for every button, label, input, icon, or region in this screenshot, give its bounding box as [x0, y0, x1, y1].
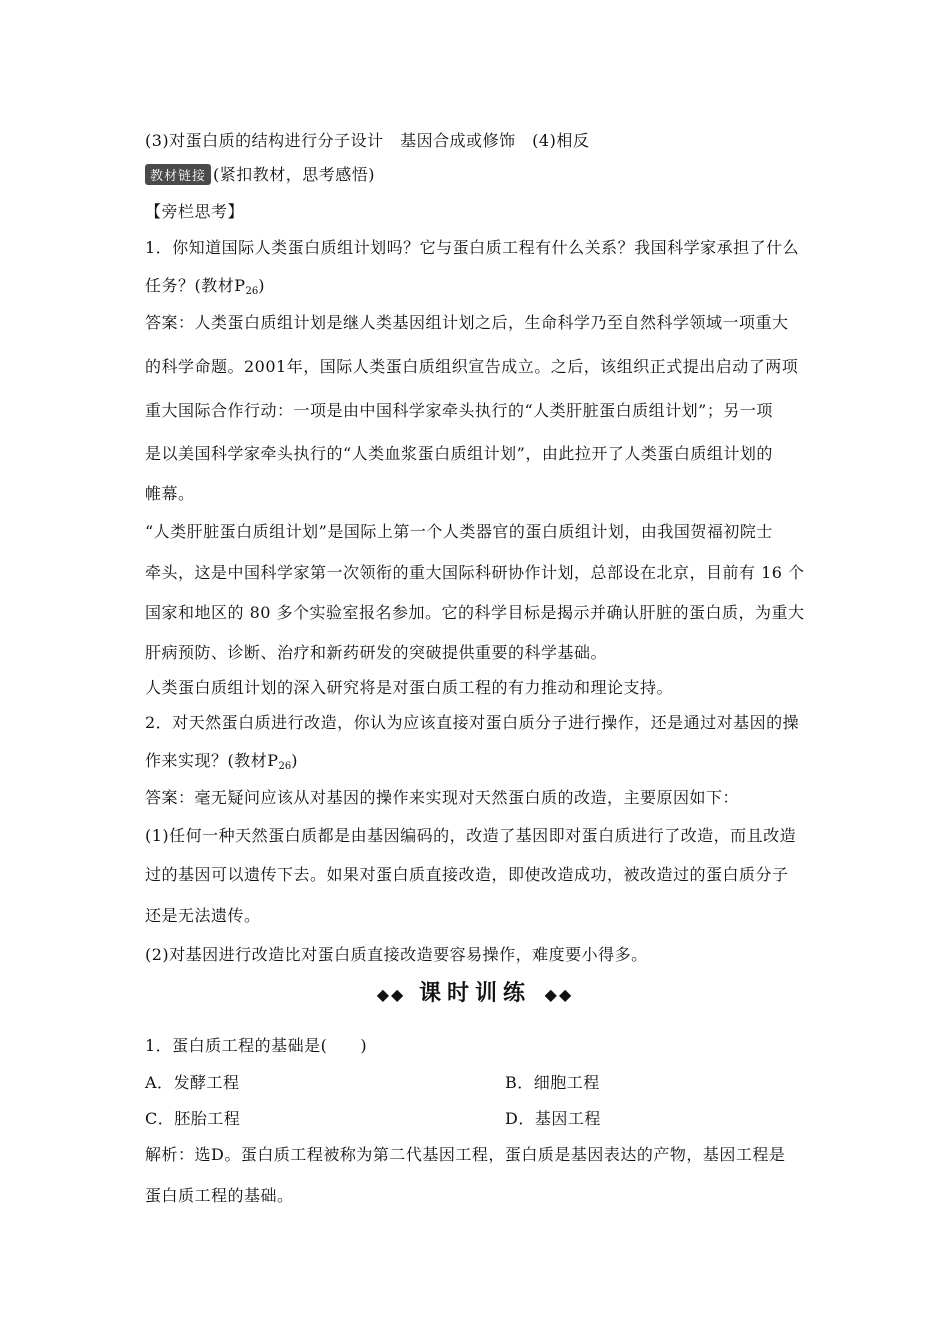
- q1-line-2: [145, 273, 810, 297]
- q1-page-sub: 26: [245, 286, 259, 297]
- option-b: B．细胞工程: [505, 1073, 600, 1092]
- textbook-link-line: [145, 162, 810, 185]
- diamond-right-icon: ◆◆: [544, 985, 574, 1004]
- answer-line-3-4: (3)对蛋白质的结构进行分子设计 基因合成或修饰 (4)相反: [145, 131, 590, 150]
- option-d: D．基因工程: [505, 1109, 601, 1128]
- q2-line-2: [145, 748, 810, 772]
- exercise-options-row-2: [145, 1106, 810, 1129]
- a1-para2-line-1: “人类肝脏蛋白质组计划”是国际上第一个人类器官的蛋白质组计划，由我国贺福初院士: [145, 522, 773, 541]
- a1-line-5: 帷幕。: [145, 484, 195, 503]
- diamond-left-icon: ◆◆: [376, 985, 406, 1004]
- a1-para2-line-2: 牵头，这是中国科学家第一次领衔的重大国际科研协作计划，总部设在北京，目前有 16 个: [145, 563, 805, 582]
- q2-close: ): [291, 751, 298, 770]
- a2-point1-line-1: (1)任何一种天然蛋白质都是由基因编码的，改造了基因即对蛋白质进行了改造，而且改造: [145, 826, 797, 845]
- section-title-text: 课时训练: [418, 981, 531, 1006]
- a2-point1-line-3: 还是无法遗传。: [145, 906, 261, 925]
- a1-line-4: 是以美国科学家牵头执行的“人类血浆蛋白质组计划”，由此拉开了人类蛋白质组计划的: [145, 444, 773, 463]
- q2-line-2-text: 作来实现？(教材P: [145, 751, 279, 770]
- exercise-analysis-line-2: 蛋白质工程的基础。: [145, 1186, 294, 1205]
- q2-page-sub: 26: [278, 761, 292, 772]
- exercise-analysis-line-1: 解析：选D。蛋白质工程被称为第二代基因工程，蛋白质是基因表达的产物，基因工程是: [145, 1145, 786, 1164]
- a2-intro: 答案：毫无疑问应该从对基因的操作来实现对天然蛋白质的改造，主要原因如下：: [145, 788, 740, 807]
- q1-line-2-text: 任务？(教材P: [145, 276, 246, 295]
- textbook-link-badge: 教材链接: [145, 164, 211, 185]
- q1-line-1: 1．你知道国际人类蛋白质组计划吗？它与蛋白质工程有什么关系？我国科学家承担了什么: [145, 238, 800, 257]
- a1-line-1: 答案：人类蛋白质组计划是继人类基因组计划之后，生命科学乃至自然科学领域一项重大: [145, 313, 789, 332]
- exercise-q1: 1．蛋白质工程的基础是( ): [145, 1036, 368, 1055]
- a2-point2: (2)对基因进行改造比对蛋白质直接改造要容易操作，难度要小得多。: [145, 945, 648, 964]
- a1-para3: 人类蛋白质组计划的深入研究将是对蛋白质工程的有力推动和理论支持。: [145, 678, 674, 697]
- a2-point1-line-2: 过的基因可以遗传下去。如果对蛋白质直接改造，即使改造成功，被改造过的蛋白质分子: [145, 865, 789, 884]
- option-a: A．发酵工程: [145, 1073, 240, 1092]
- a1-para2-line-3: 国家和地区的 80 多个实验室报名参加。它的科学目标是揭示并确认肝脏的蛋白质，为重大: [145, 603, 805, 622]
- option-c: C．胚胎工程: [145, 1109, 241, 1128]
- q2-line-1: 2．对天然蛋白质进行改造，你认为应该直接对蛋白质分子进行操作，还是通过对基因的操: [145, 713, 800, 732]
- textbook-link-note: (紧扣教材，思考感悟): [213, 165, 376, 184]
- section-title: [0, 976, 950, 1007]
- q1-close: ): [258, 276, 265, 295]
- sidebar-heading: 【旁栏思考】: [145, 202, 245, 221]
- a1-para2-line-4: 肝病预防、诊断、治疗和新药研发的突破提供重要的科学基础。: [145, 643, 608, 662]
- exercise-options-row-1: [145, 1070, 810, 1093]
- a1-line-2: 的科学命题。2001年，国际人类蛋白质组织宣告成立。之后，该组织正式提出启动了两项: [145, 357, 799, 376]
- a1-line-3: 重大国际合作行动：一项是由中国科学家牵头执行的“人类肝脏蛋白质组计划”；另一项: [145, 401, 773, 420]
